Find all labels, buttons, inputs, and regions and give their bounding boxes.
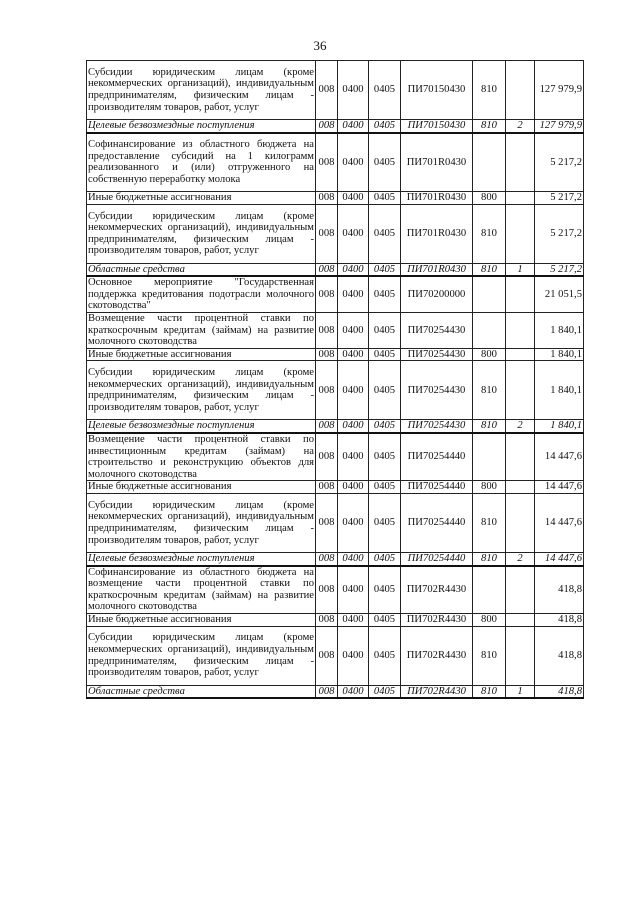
section-code: 0400 <box>338 361 369 420</box>
target-article-code: ПИ70200000 <box>401 276 473 312</box>
target-article-code: ПИ702R4430 <box>401 626 473 685</box>
row-name: Областные средства <box>87 263 316 276</box>
row-name: Целевые безвозмездные поступления <box>87 120 316 133</box>
grbs-code: 008 <box>316 263 338 276</box>
subsection-code: 0405 <box>369 313 401 349</box>
grbs-code: 008 <box>316 276 338 312</box>
target-article-code: ПИ70254430 <box>401 420 473 433</box>
expense-type-code <box>473 313 506 349</box>
expense-type-code: 800 <box>473 481 506 494</box>
expense-type-code: 810 <box>473 61 506 120</box>
grbs-code: 008 <box>316 192 338 205</box>
amount: 21 051,5 <box>535 276 584 312</box>
funding-source-code: 2 <box>506 120 535 133</box>
grbs-code: 008 <box>316 361 338 420</box>
budget-table <box>86 60 584 699</box>
target-article-code: ПИ70254440 <box>401 494 473 553</box>
table-row <box>87 613 584 626</box>
funding-source-code <box>506 348 535 361</box>
row-name: Субсидии юридическим лицам (кроме некоммерческих организаций), индивидуальным предпринимателям, физическим лицам - производителям товаров, работ, услуг <box>87 361 316 420</box>
subsection-code: 0405 <box>369 420 401 433</box>
section-code: 0400 <box>338 626 369 685</box>
row-name: Субсидии юридическим лицам (кроме некоммерческих организаций), индивидуальным предпринимателям, физическим лицам - производителям товаров, работ, услуг <box>87 494 316 553</box>
table-row <box>87 133 584 192</box>
section-code: 0400 <box>338 120 369 133</box>
table-row <box>87 481 584 494</box>
grbs-code: 008 <box>316 133 338 192</box>
funding-source-code <box>506 433 535 481</box>
funding-source-code: 1 <box>506 263 535 276</box>
section-code: 0400 <box>338 133 369 192</box>
table-row <box>87 192 584 205</box>
expense-type-code: 810 <box>473 420 506 433</box>
target-article-code: ПИ70150430 <box>401 61 473 120</box>
subsection-code: 0405 <box>369 613 401 626</box>
table-row <box>87 120 584 133</box>
subsection-code: 0405 <box>369 263 401 276</box>
amount: 14 447,6 <box>535 494 584 553</box>
expense-type-code: 810 <box>473 361 506 420</box>
target-article-code: ПИ701R0430 <box>401 204 473 263</box>
table-row <box>87 276 584 312</box>
subsection-code: 0405 <box>369 685 401 698</box>
subsection-code: 0405 <box>369 192 401 205</box>
funding-source-code <box>506 204 535 263</box>
expense-type-code <box>473 566 506 614</box>
table-row <box>87 61 584 120</box>
funding-source-code <box>506 313 535 349</box>
row-name: Иные бюджетные ассигнования <box>87 348 316 361</box>
row-name: Софинансирование из областного бюджета на возмещение части процентной ставки по краткосрочным кредитам (займам) на развитие молочного скотоводства <box>88 566 314 613</box>
target-article-code: ПИ70254440 <box>401 553 473 566</box>
grbs-code: 008 <box>316 433 338 481</box>
row-name: Возмещение части процентной ставки по инвестиционным кредитам (займам) на строительство и реконструкцию объектов для молочного скотоводства <box>88 434 314 480</box>
grbs-code: 008 <box>316 481 338 494</box>
table-row <box>87 204 584 263</box>
amount: 418,8 <box>535 626 584 685</box>
expense-type-code <box>473 276 506 312</box>
grbs-code: 008 <box>316 566 338 614</box>
table-row <box>87 685 584 698</box>
table-row <box>87 263 584 276</box>
amount: 14 447,6 <box>535 553 584 566</box>
expense-type-code: 800 <box>473 348 506 361</box>
amount: 127 979,9 <box>535 61 584 120</box>
amount: 14 447,6 <box>535 481 584 494</box>
funding-source-code <box>506 613 535 626</box>
amount: 1 840,1 <box>535 361 584 420</box>
amount: 5 217,2 <box>535 133 584 192</box>
amount: 127 979,9 <box>535 120 584 133</box>
funding-source-code <box>506 61 535 120</box>
subsection-code: 0405 <box>369 626 401 685</box>
target-article-code: ПИ70254430 <box>401 313 473 349</box>
section-code: 0400 <box>338 613 369 626</box>
section-code: 0400 <box>338 192 369 205</box>
subsection-code: 0405 <box>369 553 401 566</box>
section-code: 0400 <box>338 566 369 614</box>
grbs-code: 008 <box>316 348 338 361</box>
amount: 418,8 <box>535 613 584 626</box>
row-name: Софинансирование из областного бюджета на предоставление субсидий на 1 килограмм реализованного и (или) отгруженного на собственную переработку молока <box>87 133 316 192</box>
row-name: Основное мероприятие "Государственная поддержка кредитования подотрасли молочного скотоводства" <box>88 277 314 312</box>
target-article-code: ПИ701R0430 <box>401 192 473 205</box>
row-name: Иные бюджетные ассигнования <box>87 481 316 494</box>
subsection-code: 0405 <box>369 433 401 481</box>
table-row <box>87 553 584 566</box>
row-name: Субсидии юридическим лицам (кроме некоммерческих организаций), индивидуальным предпринимателям, физическим лицам - производителям товаров, работ, услуг <box>87 61 316 120</box>
section-code: 0400 <box>338 313 369 349</box>
section-code: 0400 <box>338 685 369 698</box>
funding-source-code: 2 <box>506 420 535 433</box>
funding-source-code <box>506 192 535 205</box>
section-code: 0400 <box>338 263 369 276</box>
row-name: Возмещение части процентной ставки по краткосрочным кредитам (займам) на развитие молочного скотоводства <box>88 313 314 348</box>
amount: 5 217,2 <box>535 192 584 205</box>
funding-source-code <box>506 481 535 494</box>
section-code: 0400 <box>338 481 369 494</box>
grbs-code: 008 <box>316 626 338 685</box>
expense-type-code: 810 <box>473 120 506 133</box>
budget-table-body <box>87 61 584 699</box>
expense-type-code: 810 <box>473 685 506 698</box>
grbs-code: 008 <box>316 420 338 433</box>
subsection-code: 0405 <box>369 61 401 120</box>
row-name: Субсидии юридическим лицам (кроме некоммерческих организаций), индивидуальным предпринимателям, физическим лицам - производителям товаров, работ, услуг <box>87 204 316 263</box>
expense-type-code <box>473 133 506 192</box>
table-row <box>87 626 584 685</box>
funding-source-code <box>506 276 535 312</box>
subsection-code: 0405 <box>369 133 401 192</box>
amount: 1 840,1 <box>535 348 584 361</box>
amount: 5 217,2 <box>535 263 584 276</box>
grbs-code: 008 <box>316 613 338 626</box>
section-code: 0400 <box>338 553 369 566</box>
section-code: 0400 <box>338 494 369 553</box>
expense-type-code: 810 <box>473 494 506 553</box>
table-row <box>87 566 584 614</box>
funding-source-code <box>506 494 535 553</box>
amount: 5 217,2 <box>535 204 584 263</box>
table-row <box>87 494 584 553</box>
grbs-code: 008 <box>316 120 338 133</box>
table-row <box>87 313 584 349</box>
amount: 418,8 <box>535 685 584 698</box>
target-article-code: ПИ702R4430 <box>401 685 473 698</box>
row-name: Целевые безвозмездные поступления <box>87 553 316 566</box>
row-name: Целевые безвозмездные поступления <box>87 420 316 433</box>
target-article-code: ПИ70254430 <box>401 348 473 361</box>
grbs-code: 008 <box>316 553 338 566</box>
row-name: Иные бюджетные ассигнования <box>87 192 316 205</box>
target-article-code: ПИ70254440 <box>401 433 473 481</box>
table-row <box>87 433 584 481</box>
target-article-code: ПИ70150430 <box>401 120 473 133</box>
amount: 1 840,1 <box>535 420 584 433</box>
expense-type-code: 810 <box>473 626 506 685</box>
expense-type-code <box>473 433 506 481</box>
subsection-code: 0405 <box>369 566 401 614</box>
expense-type-code: 800 <box>473 613 506 626</box>
table-row <box>87 348 584 361</box>
target-article-code: ПИ70254430 <box>401 361 473 420</box>
row-name: Субсидии юридическим лицам (кроме некоммерческих организаций), индивидуальным предпринимателям, физическим лицам - производителям товаров, работ, услуг <box>87 626 316 685</box>
funding-source-code: 1 <box>506 685 535 698</box>
section-code: 0400 <box>338 348 369 361</box>
row-name: Иные бюджетные ассигнования <box>87 613 316 626</box>
section-code: 0400 <box>338 420 369 433</box>
page-number: 36 <box>313 38 327 53</box>
target-article-code: ПИ702R4430 <box>401 566 473 614</box>
expense-type-code: 810 <box>473 263 506 276</box>
amount: 14 447,6 <box>535 433 584 481</box>
funding-source-code <box>506 626 535 685</box>
subsection-code: 0405 <box>369 120 401 133</box>
subsection-code: 0405 <box>369 204 401 263</box>
subsection-code: 0405 <box>369 481 401 494</box>
subsection-code: 0405 <box>369 348 401 361</box>
grbs-code: 008 <box>316 494 338 553</box>
table-row <box>87 420 584 433</box>
row-name: Областные средства <box>87 685 316 698</box>
grbs-code: 008 <box>316 685 338 698</box>
expense-type-code: 810 <box>473 553 506 566</box>
target-article-code: ПИ701R0430 <box>401 263 473 276</box>
amount: 418,8 <box>535 566 584 614</box>
grbs-code: 008 <box>316 61 338 120</box>
grbs-code: 008 <box>316 313 338 349</box>
expense-type-code: 800 <box>473 192 506 205</box>
funding-source-code <box>506 566 535 614</box>
funding-source-code: 2 <box>506 553 535 566</box>
grbs-code: 008 <box>316 204 338 263</box>
target-article-code: ПИ702R4430 <box>401 613 473 626</box>
subsection-code: 0405 <box>369 494 401 553</box>
amount: 1 840,1 <box>535 313 584 349</box>
table-row <box>87 361 584 420</box>
target-article-code: ПИ701R0430 <box>401 133 473 192</box>
section-code: 0400 <box>338 204 369 263</box>
subsection-code: 0405 <box>369 276 401 312</box>
expense-type-code: 810 <box>473 204 506 263</box>
funding-source-code <box>506 361 535 420</box>
section-code: 0400 <box>338 61 369 120</box>
section-code: 0400 <box>338 276 369 312</box>
funding-source-code <box>506 133 535 192</box>
subsection-code: 0405 <box>369 361 401 420</box>
target-article-code: ПИ70254440 <box>401 481 473 494</box>
section-code: 0400 <box>338 433 369 481</box>
